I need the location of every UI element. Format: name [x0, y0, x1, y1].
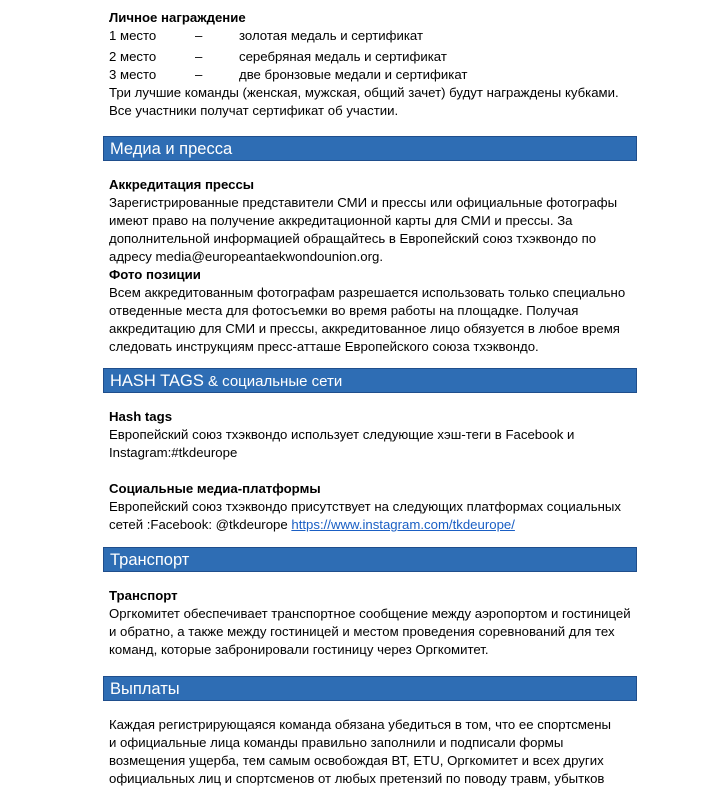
paragraph-line: следовать инструкциям пресс-атташе Европейского союза тхэквондо. — [109, 339, 539, 354]
hashtags-heading: Hash tags — [109, 409, 173, 424]
paragraph-line: и официальные лица команды правильно заполнили и подписали формы — [109, 735, 564, 750]
award-line: Все участники получат сертификат об участии. — [109, 103, 399, 118]
section-banner-media: Медиа и пресса — [103, 136, 637, 161]
award-heading: Личное награждение — [109, 10, 246, 25]
paragraph-line: Зарегистрированные представители СМИ и прессы или официальные фотографы — [109, 195, 618, 210]
banner-main-text: HASH TAGS — [110, 372, 204, 390]
place-dash: – — [195, 67, 203, 82]
banner-rest-text: & социальные сети — [203, 373, 343, 390]
instagram-link[interactable]: https://www.instagram.com/tkdeurope/ — [291, 517, 515, 532]
transport-section — [109, 587, 639, 659]
paragraph-line: имеют право на получение аккредитационной карты для СМИ и прессы. За — [109, 213, 573, 228]
place-dash: – — [195, 49, 203, 64]
hashtags-section — [109, 408, 639, 534]
place-label: 2 место — [109, 49, 157, 64]
place-prize: золотая медаль и сертификат — [239, 28, 423, 43]
place-row-3 — [109, 66, 639, 84]
paragraph-line: Европейский союз тхэквондо присутствует на следующих платформах социальных — [109, 499, 621, 514]
award-line: Три лучшие команды (женская, мужская, общий зачет) будут награждены кубками. — [109, 85, 619, 100]
paragraph-line: официальных лиц и спортсменов от любых претензий по поводу травм, убытков — [109, 771, 605, 786]
paragraph-line: Каждая регистрирующаяся команда обязана убедиться в том, что ее спортсмены — [109, 717, 611, 732]
paragraph-line: Instagram:#tkdeurope — [109, 445, 238, 460]
accreditation-heading: Аккредитация прессы — [109, 177, 255, 192]
place-label: 3 место — [109, 67, 157, 82]
social-line — [109, 516, 639, 534]
paragraph-line: Всем аккредитованным фотографам разрешается использовать только специально — [109, 285, 626, 300]
media-section — [109, 176, 639, 356]
social-heading: Социальные медиа-платформы — [109, 481, 321, 496]
paragraph-line: дополнительной информацией обращайтесь в Европейский союз тхэквондо по — [109, 231, 597, 246]
paragraph-line: Европейский союз тхэквондо использует следующие хэш-теги в Facebook и — [109, 427, 575, 442]
social-prefix: сетей :Facebook: @tkdeurope — [109, 517, 292, 532]
payments-section — [109, 716, 639, 788]
section-banner-payments: Выплаты — [103, 676, 637, 701]
transport-heading: Транспорт — [109, 588, 178, 603]
paragraph-line: отведенные места для фотосъемки во время работы на площадке. Получая — [109, 303, 579, 318]
section-banner-hashtags — [103, 368, 637, 393]
paragraph-line: и обратно, а также между гостиницей и местом проведения соревнований для тех — [109, 624, 615, 639]
place-prize: две бронзовые медали и сертификат — [239, 67, 468, 82]
place-prize: серебряная медаль и сертификат — [239, 49, 447, 64]
paragraph-line: адресу media@europeantaekwondounion.org. — [109, 249, 384, 264]
place-label: 1 место — [109, 28, 157, 43]
place-row-1 — [109, 27, 639, 45]
place-row-2 — [109, 48, 639, 66]
award-section — [109, 9, 639, 120]
section-banner-transport: Транспорт — [103, 547, 637, 572]
paragraph-line: Оргкомитет обеспечивает транспортное сообщение между аэропортом и гостиницей — [109, 606, 631, 621]
paragraph-line: аккредитацию для СМИ и прессы, аккредитованное лицо обязуется в любое время — [109, 321, 620, 336]
paragraph-line: команд, которые забронировали гостиницу через Оргкомитет. — [109, 642, 489, 657]
photo-heading: Фото позиции — [109, 267, 201, 282]
place-dash: – — [195, 28, 203, 43]
paragraph-line: возмещения ущерба, тем самым освобождая ВТ, ETU, Оргкомитет и всех других — [109, 753, 604, 768]
